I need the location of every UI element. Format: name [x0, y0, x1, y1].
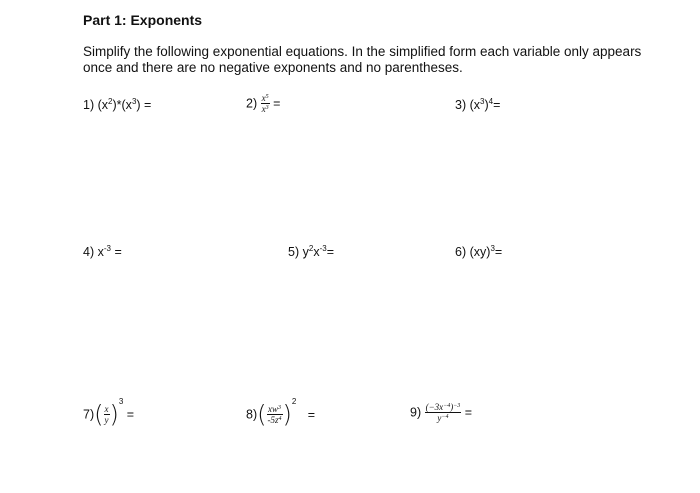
- problem-8-numerator-exponent: 3: [278, 405, 281, 412]
- problem-5-exponent-b: -3: [319, 244, 327, 253]
- problem-2-denominator: x: [261, 104, 266, 114]
- problem-8-outer-exponent: 2: [291, 397, 297, 406]
- problem-5-number: 5): [288, 245, 300, 259]
- problem-9-numerator-inner: (−3x: [425, 402, 444, 412]
- problem-9-inner-exponent: −4: [443, 403, 451, 409]
- problem-2-equals: =: [269, 96, 281, 111]
- problem-6-number: 6): [455, 245, 467, 259]
- problem-4-number: 4): [83, 245, 95, 259]
- problem-7-denominator: y: [104, 415, 109, 426]
- problem-7-outer-exponent: 3: [118, 397, 124, 406]
- instructions-text: Simplify the following exponential equations. In the simplified form each variable only appears once and there are no negative exponents and no parentheses.: [83, 44, 642, 75]
- problem-9-denominator-exponent: −4: [441, 414, 449, 420]
- problem-5-exponent-a: 2: [308, 244, 314, 253]
- problem-8-number: 8): [246, 407, 258, 422]
- problem-3-exponent-a: 3: [480, 97, 485, 106]
- problem-9-fraction: [425, 402, 462, 423]
- problem-8-numerator: xw: [268, 404, 278, 415]
- problem-9-numerator-close: ): [450, 402, 454, 412]
- problem-3: [455, 98, 500, 112]
- problem-5-base-y: y: [302, 245, 309, 259]
- problem-2-number: 2): [246, 96, 258, 111]
- problem-3-number: 3): [455, 98, 467, 112]
- problem-6-base: (xy): [469, 245, 491, 259]
- problem-7-numerator: x: [104, 404, 109, 415]
- right-paren: ): [282, 400, 292, 429]
- problem-2-numerator: x: [261, 93, 266, 103]
- problem-3-close: ): [484, 98, 489, 112]
- problem-1-middle: )*(x: [112, 98, 132, 112]
- section-title: Part 1: Exponents: [83, 12, 203, 28]
- problem-7: [83, 397, 135, 429]
- problem-4-equals: =: [110, 245, 122, 259]
- problem-2-denominator-exponent: 3: [265, 105, 269, 111]
- problem-1-number: 1): [83, 98, 95, 112]
- problem-6-exponent: 3: [490, 244, 495, 253]
- problem-9-denominator: y: [437, 413, 442, 423]
- problem-2: [246, 93, 280, 114]
- problem-8-fraction: [267, 404, 283, 425]
- problem-3-exponent-b: 4: [488, 97, 494, 106]
- problem-1-exponent-a: 2: [108, 97, 113, 106]
- problem-4-exponent: -3: [103, 244, 111, 253]
- problem-4-base: x: [97, 245, 104, 259]
- problem-3-base: (x: [469, 98, 481, 112]
- problem-5: [288, 245, 334, 259]
- problem-1-exponent-b: 3: [131, 97, 137, 106]
- problem-1-end: ) =: [136, 98, 152, 112]
- problem-8-denominator: -5z: [267, 415, 279, 426]
- problem-9: [410, 402, 472, 423]
- problem-5-equals: =: [326, 245, 334, 259]
- problem-5-base-x: x: [313, 245, 320, 259]
- problem-6: [455, 245, 502, 259]
- problem-9-number: 9): [410, 405, 422, 420]
- problem-8-denominator-exponent: 4: [278, 416, 282, 423]
- problem-9-outer-exponent: −3: [453, 403, 461, 409]
- problem-1-base: (x: [97, 98, 109, 112]
- problem-4: [83, 245, 122, 259]
- problem-3-equals: =: [493, 98, 501, 112]
- problem-7-number: 7): [83, 407, 95, 422]
- problem-2-fraction: [261, 93, 270, 114]
- problem-8: [246, 397, 316, 429]
- problem-2-numerator-exponent: 5: [265, 94, 269, 100]
- left-paren: (: [257, 400, 267, 429]
- problem-7-equals: =: [123, 407, 135, 422]
- problem-6-equals: =: [494, 245, 503, 259]
- right-paren: ): [109, 400, 119, 429]
- left-paren: (: [94, 400, 104, 429]
- problem-8-equals: =: [304, 407, 316, 422]
- problem-9-equals: =: [461, 405, 473, 420]
- problem-1: [83, 98, 151, 112]
